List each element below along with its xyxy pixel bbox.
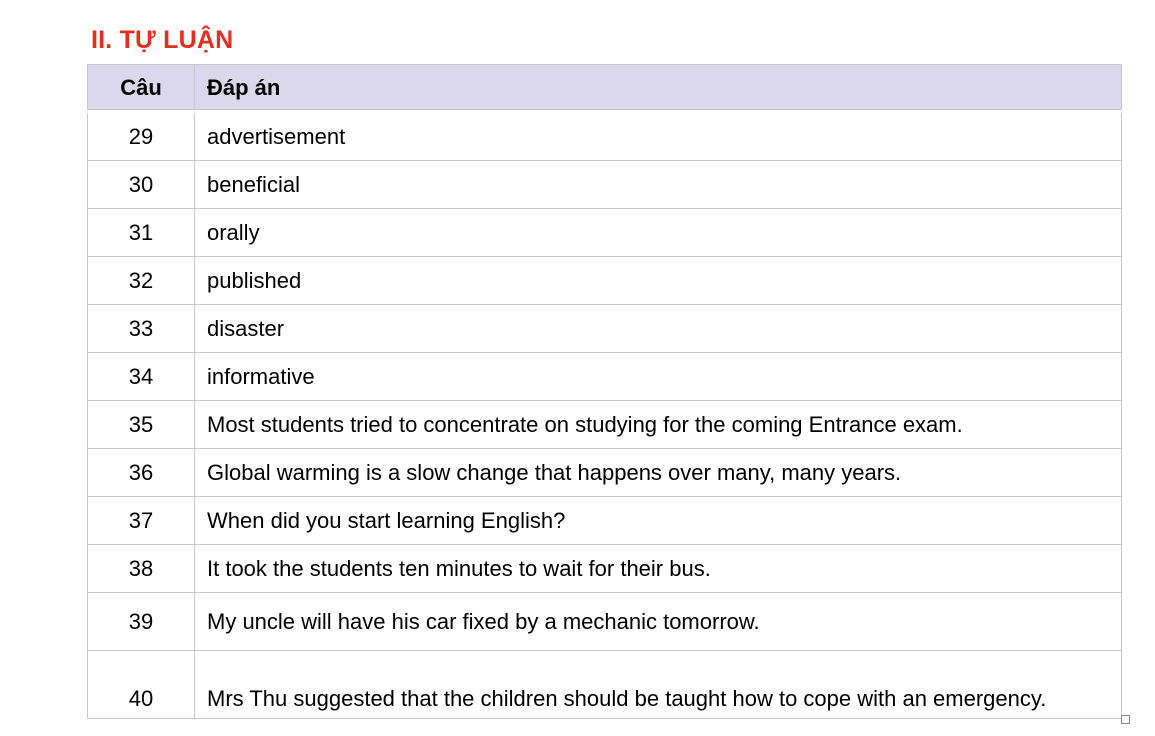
question-number: 39 (88, 593, 195, 651)
question-number: 31 (88, 209, 195, 257)
question-number: 34 (88, 353, 195, 401)
answer-text: disaster (195, 305, 1122, 353)
resize-handle[interactable] (1121, 715, 1130, 724)
table-row (88, 593, 1122, 651)
answer-text: advertisement (195, 112, 1122, 161)
answer-text: beneficial (195, 161, 1122, 209)
answer-text: When did you start learning English? (195, 497, 1122, 545)
question-number: 38 (88, 545, 195, 593)
table-row (88, 161, 1122, 209)
table-row (88, 305, 1122, 353)
question-number: 33 (88, 305, 195, 353)
table-row (88, 449, 1122, 497)
answer-text: informative (195, 353, 1122, 401)
table-row (88, 401, 1122, 449)
answer-text: Mrs Thu suggested that the children should be taught how to cope with an emergency. (195, 651, 1122, 719)
answer-text: Most students tried to concentrate on studying for the coming Entrance exam. (195, 401, 1122, 449)
table-row (88, 209, 1122, 257)
answer-text: orally (195, 209, 1122, 257)
question-number: 30 (88, 161, 195, 209)
question-number: 37 (88, 497, 195, 545)
table-row (88, 353, 1122, 401)
column-header-answer: Đáp án (195, 65, 1122, 112)
answer-text: It took the students ten minutes to wait for their bus. (195, 545, 1122, 593)
question-number: 29 (88, 112, 195, 161)
table-row (88, 545, 1122, 593)
answer-table (87, 64, 1122, 719)
table-row (88, 497, 1122, 545)
table-row (88, 112, 1122, 161)
column-header-number: Câu (88, 65, 195, 112)
question-number: 35 (88, 401, 195, 449)
question-number: 36 (88, 449, 195, 497)
table-row (88, 257, 1122, 305)
answer-text: My uncle will have his car fixed by a mechanic tomorrow. (195, 593, 1122, 651)
answer-text: Global warming is a slow change that happens over many, many years. (195, 449, 1122, 497)
answer-text: published (195, 257, 1122, 305)
table-row (88, 651, 1122, 719)
question-number: 40 (88, 651, 195, 719)
question-number: 32 (88, 257, 195, 305)
table-header-row (88, 65, 1122, 112)
section-title: II. TỰ LUẬN (91, 26, 234, 54)
